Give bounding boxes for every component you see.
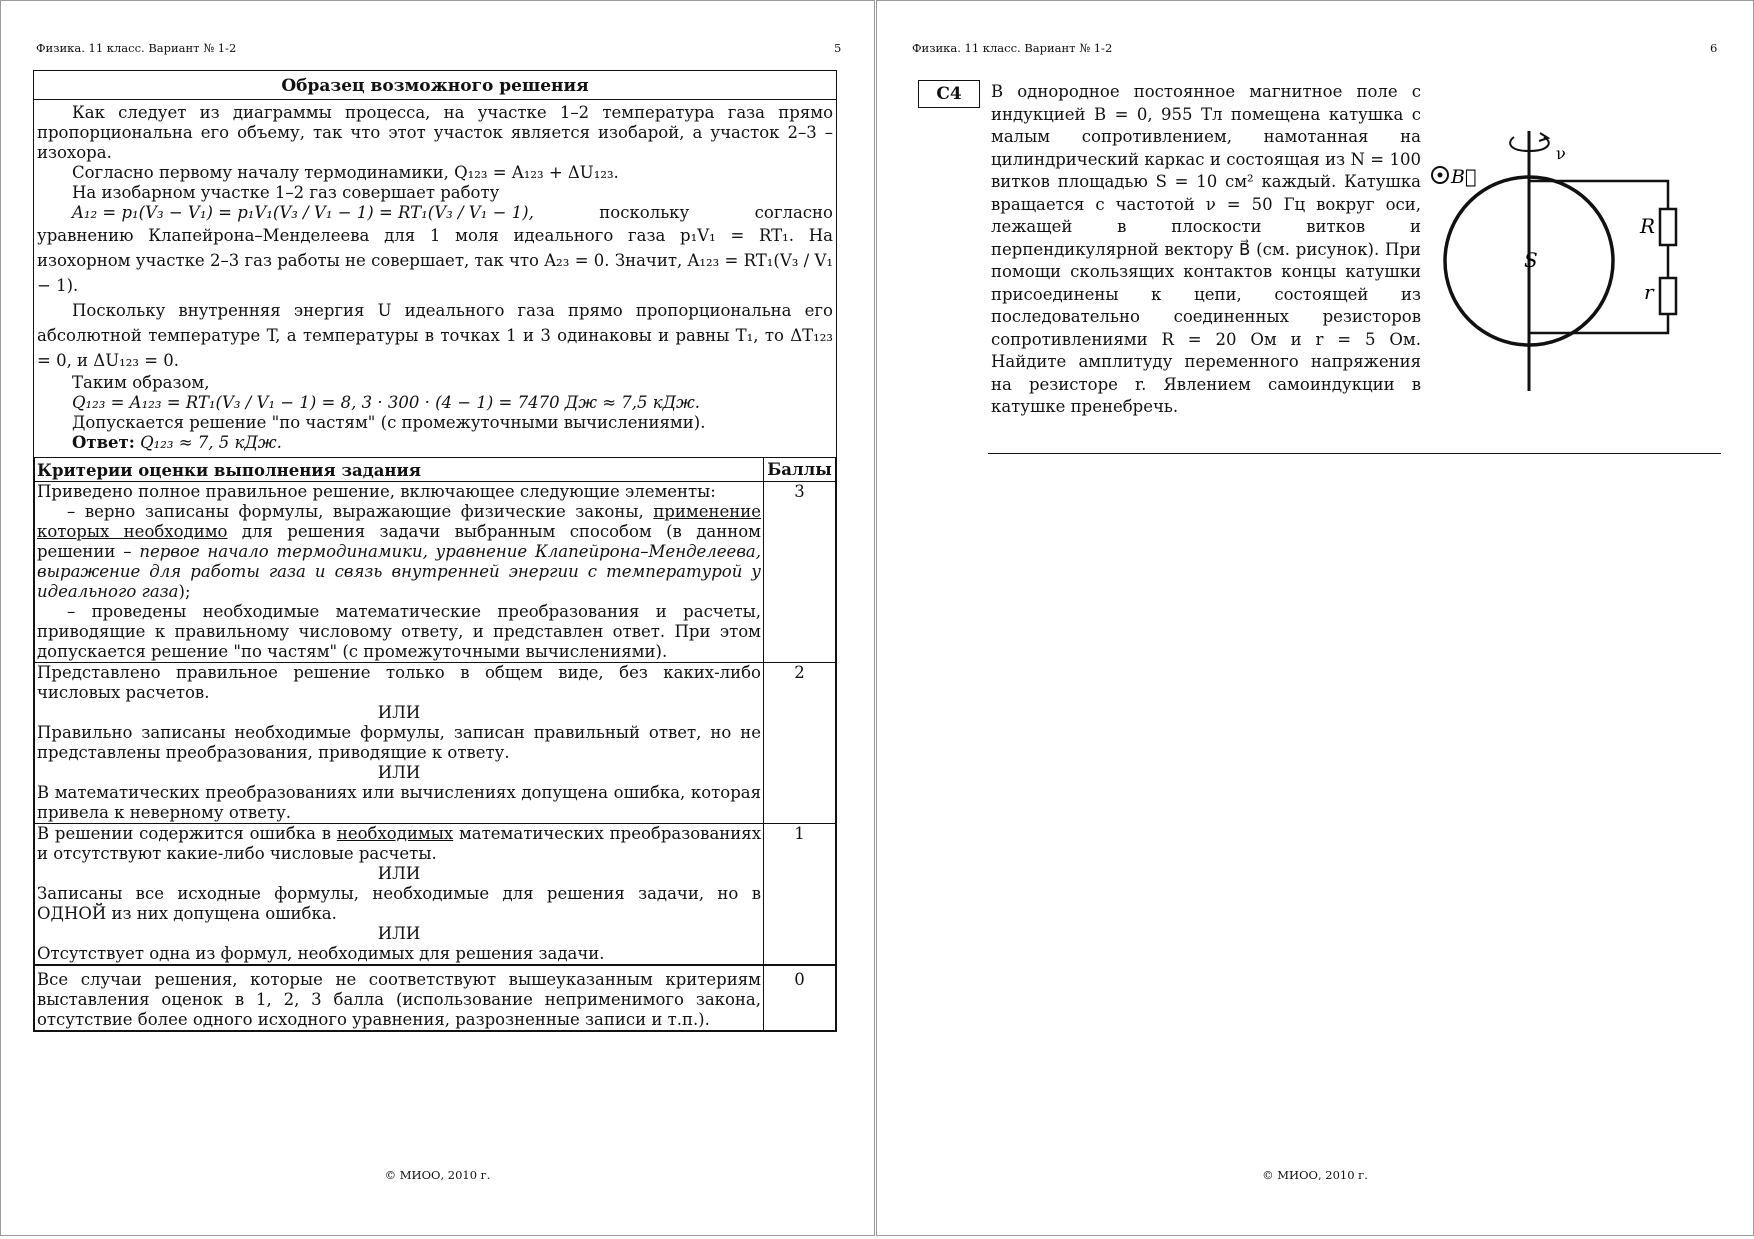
- page-5: [0, 0, 875, 1236]
- score-header: Баллы: [764, 458, 836, 482]
- page-header: Физика. 11 класс. Вариант № 1-2: [912, 41, 1113, 55]
- solution-paragraph: Согласно первому началу термодинамики, Q₁₂₃ = A₁₂₃ + ΔU₁₂₃.: [72, 163, 619, 182]
- solution-paragraph: Как следует из диаграммы процесса, на участке 1–2 температура газа прямо пропорциональна его объему, так что этот участок является изобарой, а участок 2–3 – изохора.: [37, 103, 833, 162]
- resistor-r: [1660, 278, 1676, 314]
- text-word: согласно: [754, 203, 833, 222]
- criteria-header-row: [35, 458, 836, 482]
- b-label: B⃗: [1451, 166, 1477, 188]
- criteria-table: [34, 457, 836, 1031]
- criteria-text: Отсутствует одна из формул, необходимых для решения задачи.: [37, 944, 605, 963]
- underlined-text: применение которых необходимо: [37, 502, 761, 541]
- page-header: Физика. 11 класс. Вариант № 1-2: [36, 41, 237, 55]
- criteria-text: Приведено полное правильное решение, включающее следующие элементы:: [37, 482, 716, 501]
- or-separator: ИЛИ: [377, 763, 421, 782]
- page-number: 5: [834, 41, 842, 55]
- criteria-row-0: [35, 965, 836, 1031]
- resistor-R-label: R: [1640, 214, 1656, 238]
- answer-line: [37, 433, 833, 453]
- criteria-row-2: [35, 663, 836, 824]
- result-formula: Q₁₂₃ = A₁₂₃ = RT₁(V₃ / V₁ − 1) = 8, 3 · 300 · (4 − 1) = 7470 Дж ≈ 7,5 кДж.: [72, 393, 701, 412]
- b-field-dot-icon: [1438, 173, 1443, 178]
- criteria-text: [37, 502, 761, 602]
- circuit-wire: [1529, 314, 1668, 333]
- page-6: [876, 0, 1754, 1236]
- score-value: 2: [764, 663, 836, 824]
- criteria-text: [37, 824, 761, 864]
- coil-circuit-figure: [1430, 131, 1730, 401]
- or-separator: ИЛИ: [377, 924, 421, 943]
- criteria-text-part: В решении содержится ошибка в: [37, 824, 332, 843]
- area-label: S: [1524, 248, 1538, 272]
- circuit-wire: [1529, 181, 1668, 209]
- criteria-text: Все случаи решения, которые не соответствуют вышеуказанным критериям выставления оценок в 1, 2, 3 балла (использование неприменимого закона, отсутствие более одного исходного уравнения, разрозненные записи и т.п.).: [35, 965, 764, 1031]
- criteria-row-3: [35, 482, 836, 663]
- criteria-text-part: – верно записаны формулы, выражающие физические законы,: [67, 502, 644, 521]
- solution-body: [34, 100, 836, 457]
- score-value: 3: [764, 482, 836, 663]
- or-separator: ИЛИ: [377, 703, 421, 722]
- section-divider: [988, 453, 1721, 454]
- underlined-text: необходимых: [336, 824, 454, 843]
- solution-paragraph: уравнению Клапейрона–Менделеева для 1 моля идеального газа p₁V₁ = RT₁. На изохорном участке 2–3 газ работы не совершает, так что A₂₃ = 0. Значит, A₁₂₃ = RT₁(V₃ / V₁ − 1).: [37, 226, 833, 295]
- criteria-text: Записаны все исходные формулы, необходимые для решения задачи, но в ОДНОЙ из них допущена ошибка.: [37, 884, 761, 923]
- solution-paragraph: На изобарном участке 1–2 газ совершает работу: [72, 183, 500, 202]
- text-word: поскольку: [599, 203, 690, 222]
- nu-label: ν: [1556, 144, 1566, 163]
- solution-paragraph: Поскольку внутренняя энергия U идеального газа прямо пропорциональна его абсолютной температуре T, а температуры в точках 1 и 3 одинаковы и равны T₁, то ΔT₁₂₃ = 0, и ΔU₁₂₃ = 0.: [37, 301, 833, 370]
- criteria-text-part: математических преобразованиях и отсутствуют какие-либо числовые расчеты.: [37, 824, 762, 863]
- solution-title: Образец возможного решения: [34, 71, 836, 100]
- criteria-text: В математических преобразованиях или вычислениях допущена ошибка, которая привела к неверному ответу.: [37, 783, 761, 822]
- criteria-text: Правильно записаны необходимые формулы, записан правильный ответ, но не представлены преобразования, приводящие к ответу.: [37, 723, 761, 762]
- page-number: 6: [1710, 41, 1718, 55]
- solution-paragraph: Допускается решение "по частям" (с промежуточными вычислениями).: [72, 413, 706, 432]
- resistor-r-label: r: [1644, 280, 1654, 304]
- task-label: С4: [918, 80, 980, 108]
- solution-box: [33, 70, 837, 1032]
- score-value: 0: [764, 965, 836, 1031]
- criteria-row-1: [35, 824, 836, 966]
- criteria-text-part: для решения задачи выбранным способом (в данном решении –: [37, 522, 761, 561]
- answer-label: Ответ:: [72, 433, 135, 452]
- answer-value: Q₁₂₃ ≈ 7, 5 кДж.: [140, 433, 282, 452]
- or-separator: ИЛИ: [377, 864, 421, 883]
- score-value: 1: [764, 824, 836, 966]
- criteria-text-part: );: [178, 582, 191, 601]
- work-formula: A₁₂ = p₁(V₃ − V₁) = p₁V₁(V₃ / V₁ − 1) = RT₁(V₃ / V₁ − 1),: [72, 203, 534, 222]
- solution-formula-row: [37, 203, 833, 223]
- page-footer: © МИОО, 2010 г.: [384, 1168, 491, 1182]
- solution-paragraph: Таким образом,: [72, 373, 210, 392]
- criteria-text: Представлено правильное решение только в общем виде, без каких-либо числовых расчетов.: [37, 663, 761, 702]
- italic-text: первое начало термодинамики, уравнение Клапейрона–Менделеева, выражение для работы газа и связь внутренней энергии с температурой у идеального газа: [37, 542, 762, 601]
- criteria-header: Критерии оценки выполнения задания: [35, 458, 764, 482]
- task-text: В однородное постоянное магнитное поле с индукцией B = 0, 955 Тл помещена катушка с малым сопротивлением, намотанная на цилиндрический каркас и состоящая из N = 100 витков площадью S = 10 см² каждый. Катушка вращается с частотой ν = 50 Гц вокруг оси, лежащей в плоскости витков и перпендикулярной вектору B⃗ (см. рисунок). При помощи скользящих контактов концы катушки присоединены к цепи, состоящей из последовательно соединенных резисторов сопротивлениями R = 20 Ом и r = 5 Ом. Найдите амплитуду переменного напряжения на резисторе r. Явлением самоиндукции в катушке пренебречь.: [991, 82, 1421, 416]
- resistor-R: [1660, 209, 1676, 245]
- page-footer: © МИОО, 2010 г.: [1262, 1168, 1368, 1182]
- criteria-text: – проведены необходимые математические преобразования и расчеты, приводящие к правильному числовому ответу, и представлен ответ. При этом допускается решение "по частям" (с промежуточными вычислениями).: [37, 602, 761, 661]
